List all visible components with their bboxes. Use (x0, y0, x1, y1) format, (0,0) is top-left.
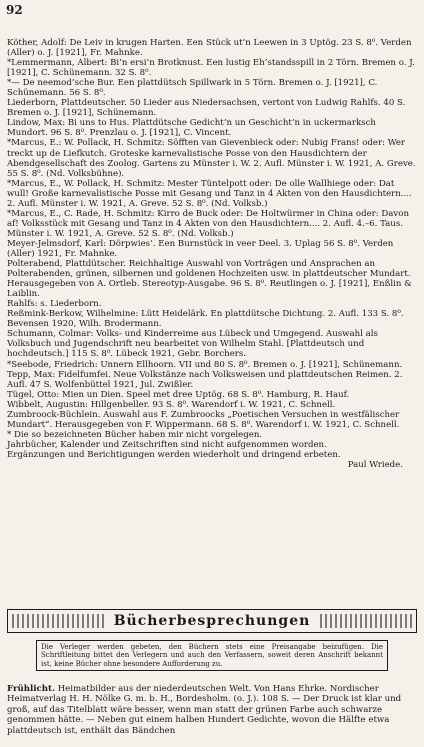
footnote: Ergänzungen und Berichtigungen werden wiederholt und dringend erbeten. (7, 449, 341, 460)
review-paragraph (7, 684, 417, 736)
section-banner (7, 609, 417, 633)
list-item: Wibbelt, Augustin: Hillgenbeller. 93 S. 8⁰. Warendorf i. W. 1921, C. Schnell. (7, 399, 336, 410)
list-item: *— De neemod’sche Bur. Een plattdütsch Spillwark in 5 Törn. Bremen o. J. [1921], C. Schünemann. 56 S. 8⁰. (7, 78, 378, 99)
list-item: Zumbroock-Büchlein. Auswahl aus F. Zumbroocks „Poetischen Versuchen in westfälischer Mundart“. Herausgegeben von F. Wippermann. 68 S. 8⁰. Warendorf i. W. 1921, C. Schnell. (7, 409, 400, 430)
review-title: Frühlicht. (7, 684, 55, 694)
list-item: *Marcus, E., W. Pollack, H. Schmitz: Mester Tüntelpott oder: De olle Wallhiege oder: Dat wull! Große karnevalistische Posse mit Gesang und Tanz in 4 Akten von den Hausdichtern.... 2. Aufl. Münster i. W. 1921, A. Greve. 52 S. 8⁰. (Nd. Volksb.) (7, 178, 412, 209)
footnote: Jahrbücher, Kalender und Zeitschriften sind nicht aufgenommen worden. (7, 439, 327, 450)
section-title: Bücherbesprechungen (108, 613, 317, 629)
list-item: *Seebode, Friedrich: Unnern Ellhoorn. VII und 80 S. 8⁰. Bremen o. J. [1921], Schünemann. (7, 359, 403, 370)
list-item: Tepp, Max: Fidelfumfei. Neue Volkstänze nach Volksweisen und plattdeutschen Reimen. 2. Aufl. 47 S. Wolfenbüttel 1921, Jul. Zwißler. (7, 369, 403, 390)
list-item: Tügel, Otto: Mien un Dien. Speel met dree Uptög. 68 S. 8⁰. Hamburg, R. Hauf. (7, 389, 350, 400)
list-item: Rahlfs: s. Liederborn. (7, 299, 102, 310)
list-item: *Lemmermann, Albert: Bi’n ersi’n Brotknust. Een lustig Eh’standsspill in 2 Törn. Bremen o. J. [1921], C. Schünemann. 32 S. 8⁰. (7, 58, 415, 79)
page-number: 92 (6, 3, 23, 17)
bibliography-list (7, 38, 417, 470)
list-item: Polterabend, Plattdütscher. Reichhaltige Auswahl von Vorträgen und Ansprachen an Polterabenden, grünen, silbernen und goldenen Hochzeiten usw. in plattdeutscher Mundart. Herausgegeben von A. Ortleb. Stereotyp-Ausgabe. 96 S. 8⁰. Reutlingen o. J. [1921], Enßlin & Laiblin. (7, 259, 412, 300)
list-item: Schumann, Colmar: Volks- und Kinderreime aus Lübeck und Umgegend. Auswahl als Volksbuch und Jugendschrift neu bearbeitet von Wilhelm Stahl. [Plattdeutsch und hochdeutsch.] 115 S. 8⁰. Lübeck 1921, Gebr. Borchers. (7, 329, 378, 360)
signature: Paul Wriede. (347, 459, 403, 470)
review-text: Heimatbilder aus der niederdeutschen Welt. Von Hans Ehrke. Nordischer Heimatverlag H. H. Nölke G. m. b. H., Bordesholm. (o. J.). 108 S. — Der Druck ist klar und groß, auf das Titelblatt wäre besser, wenn man statt der grünen Farbe auch schwarze genommen hätte. — Neben gut einem halben Hundert Gedichte, wovon die Hälfte etwa plattdeutsch ist, enthält das Bändchen (7, 684, 402, 736)
ornament-left (12, 614, 104, 628)
list-item: Köther, Adolf: De Leiv in krugen Harten. Een Stück ut’n Leewen in 3 Uptög. 23 S. 8⁰. Verden (Aller) o. J. [1921], Fr. Mahnke. (7, 38, 412, 59)
list-item: Lindow, Max: Bi uns to Hus. Plattdütsche Gedicht’n un Geschicht’n in uckermarksch Mundort. 96 S. 8⁰. Prenzlau o. J. [1921], C. Vincent. (7, 118, 376, 139)
footnote: * Die so bezeichneten Bücher haben mir nicht vorgelegen. (7, 429, 263, 440)
list-item: *Marcus, E., C. Rade, H. Schmitz: Kirro de Buck oder: De Holtwürmer in China oder: Davon af! Volksstück mit Gesang und Tanz in 4 Akten von den Hausdichtern.... 2. Aufl. 4.–6. Taus. Münster i. W. 1921, A. Greve. 52 S. 8⁰. (Nd. Volksb.) (7, 208, 409, 239)
list-item: Reßmink-Berkow, Wilhelmine: Lütt Heidelärk. En plattdütsche Dichtung. 2. Aufl. 133 S. 8⁰. Bevensen 1920, Wilh. Brodermann. (7, 309, 404, 330)
notice-box: Die Verleger werden gebeten, den Büchern stets eine Preisangabe beizufügen. Die Schriftleitung bittet den Verlegern und auch den Verfassern, soweit deren Anschrift bekannt ist, keine Bücher ohne besondere Aufforderung zu. (36, 640, 388, 671)
list-item: *Marcus, E.: W. Pollack, H. Schmitz: Söfften van Gievenbieck oder: Nubig Frans! oder: Wer treckt up de Liefkutch. Groteske karnevalistische Posse von den Hausdichtern der Abendgesellschaft des Zoolog. Gartens zu Münster i. W. 2. Aufl. Münster i. W. 1921, A. Greve. 55 S. 8⁰. (Nd. Volksbühne). (7, 138, 416, 179)
ornament-right (320, 614, 412, 628)
list-item: Meyer-Jelmsdorf, Karl: Dörpwies’. Een Burnstück in veer Deel. 3. Uplag 56 S. 8⁰. Verden (Aller) 1921, Fr. Mahnke. (7, 238, 394, 259)
list-item: Liederborn, Plattdeutscher. 50 Lieder aus Niedersachsen, vertont von Ludwig Rahlfs. 40 S. Bremen o. J. [1921], Schünemann. (7, 98, 406, 119)
